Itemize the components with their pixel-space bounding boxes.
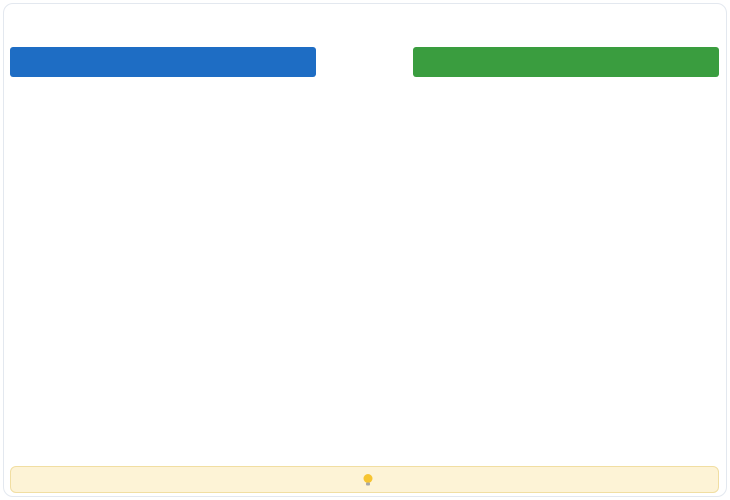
lightbulb-icon (360, 472, 376, 488)
page-title (0, 6, 730, 40)
type2-header (413, 47, 719, 77)
type1-header (10, 47, 316, 77)
footer-note (10, 466, 719, 493)
infographic-frame (3, 3, 727, 497)
